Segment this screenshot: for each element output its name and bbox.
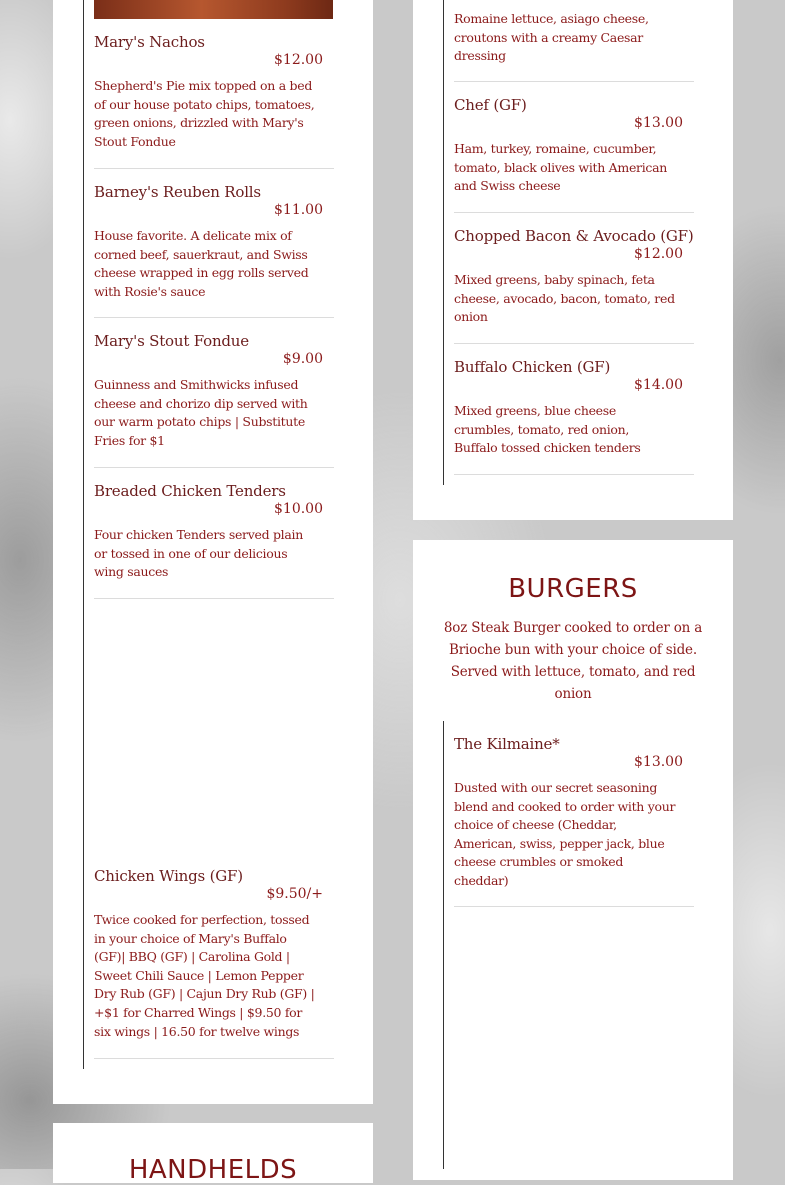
item-divider [94, 168, 334, 169]
item-price: $13.00 [634, 754, 683, 770]
item-price: $13.00 [634, 115, 683, 131]
item-name: Mary's Stout Fondue [94, 332, 249, 350]
item-price: $14.00 [634, 377, 683, 393]
burgers-column-divider [443, 721, 444, 1169]
item-divider [454, 474, 694, 475]
menu-item [94, 482, 334, 592]
item-description: Romaine lettuce, asiago cheese, croutons with a creamy Caesar dressing [454, 11, 649, 64]
item-divider [94, 1058, 334, 1059]
item-description: Shepherd's Pie mix topped on a bed of our house potato chips, tomatoes, green onions, drizzled with Mary's Stout Fondue [94, 78, 315, 149]
item-description: Twice cooked for perfection, tossed in your choice of Mary's Buffalo (GF)| BBQ (GF) | Carolina Gold | Sweet Chili Sauce | Lemon Pepper Dry Rub (GF) | Cajun Dry Rub (GF) | +$1 for Charred Wings | $9.50 for six wings | 16.50 for twelve wings [94, 912, 315, 1039]
section-intro-burgers: 8oz Steak Burger cooked to order on a Brioche bun with your choice of side. Served with lettuce, tomato, and red onion [443, 620, 703, 702]
salads-column-divider [443, 0, 444, 485]
item-divider [454, 906, 694, 907]
item-name: Mary's Nachos [94, 33, 205, 51]
item-price: $12.00 [274, 52, 323, 68]
item-description: Guinness and Smithwicks infused cheese and chorizo dip served with our warm potato chips | Substitute Fries for $1 [94, 377, 308, 448]
item-name: Chef (GF) [454, 96, 527, 114]
item-divider [454, 81, 694, 82]
item-price: $9.50/+ [266, 886, 323, 902]
item-divider [94, 467, 334, 468]
menu-item [454, 96, 694, 206]
item-divider [454, 212, 694, 213]
item-price: $10.00 [274, 501, 323, 517]
item-divider [94, 317, 334, 318]
item-divider [94, 598, 334, 599]
menu-item [94, 332, 334, 462]
section-title-burgers: BURGERS [508, 574, 638, 604]
menu-item [94, 183, 334, 313]
left-column-divider [83, 0, 84, 1069]
item-description: Four chicken Tenders served plain or tossed in one of our delicious wing sauces [94, 527, 303, 580]
item-price: $12.00 [634, 246, 683, 262]
section-title-handhelds: HANDHELDS [128, 1155, 298, 1185]
item-name: The Kilmaine* [454, 735, 560, 753]
item-name: Buffalo Chicken (GF) [454, 358, 611, 376]
item-description: Mixed greens, blue cheese crumbles, tomato, red onion, Buffalo tossed chicken tenders [454, 403, 641, 456]
menu-item [94, 33, 334, 173]
menu-item [454, 358, 694, 468]
item-description: House favorite. A delicate mix of corned beef, sauerkraut, and Swiss cheese wrapped in egg rolls served with Rosie's sauce [94, 228, 309, 299]
nachos-photo [94, 0, 333, 19]
item-name: Barney's Reuben Rolls [94, 183, 261, 201]
menu-item [454, 227, 694, 337]
item-description: Ham, turkey, romaine, cucumber, tomato, black olives with American and Swiss cheese [454, 141, 668, 194]
item-divider [454, 343, 694, 344]
item-description: Dusted with our secret seasoning blend and cooked to order with your choice of cheese (Cheddar, American, swiss, pepper jack, blue cheese crumbles or smoked cheddar) [454, 780, 676, 888]
menu-item [454, 735, 694, 900]
menu-item [94, 867, 334, 1052]
item-name: Chopped Bacon & Avocado (GF) [454, 227, 694, 245]
item-price: $9.00 [282, 351, 323, 367]
item-name: Breaded Chicken Tenders [94, 482, 286, 500]
item-description: Mixed greens, baby spinach, feta cheese, avocado, bacon, tomato, red onion [454, 272, 675, 325]
item-name: Chicken Wings (GF) [94, 867, 243, 885]
item-price: $11.00 [274, 202, 323, 218]
